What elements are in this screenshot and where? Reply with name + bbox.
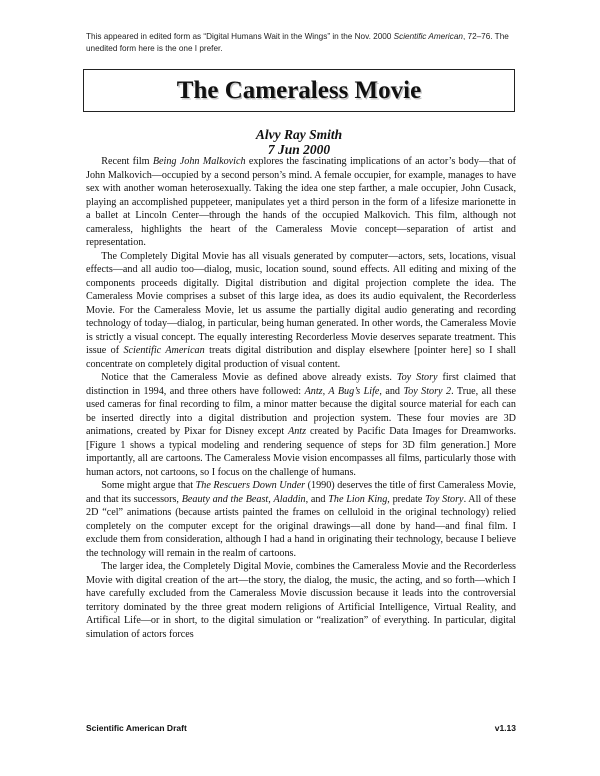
page-footer — [86, 723, 516, 733]
article-body — [86, 155, 516, 641]
italic-title: Toy Story — [396, 372, 438, 383]
footer-version: v1.13 — [494, 723, 516, 733]
paragraph: Notice that the Cameraless Movie as defined above already exists. Toy Story first claimed that distinction in 1994, and three others have followed: Antz, A Bug’s Life, and Toy Story 2. True, all these used cameras for final recording to film, a minor matter because the digital source material for each can be inserted directly into a digital distribution and projection system. These four movies are 3D animations, created by Pixar for Disney except Antz created by Pacific Data Images for Dreamworks. [Figure 1 shows a typical modeling and rendering sequence of steps for 3D film generation.] More importantly, all are cartoons. The Cameraless Movie vision encompasses all films, particularly those with human actors, not cartoons, so I focus on the challenge of humans. — [86, 372, 517, 478]
author-name: Alvy Ray Smith — [255, 127, 343, 142]
paragraph: The larger idea, the Completely Digital Movie, combines the Cameraless Movie and the Recorderless Movie with digital creation of the art—the story, the dialog, the music, the acting, and so forth—which I have carefully excluded from the Cameraless Movie discussion because it leads into the controversial territory dominated by the three great modern religions of Artificial Intelligence, Virtual Reality, and Artifical Life—or in short, to the digital simulation or “realization” of everything. In particular, digital simulation of actors forces — [86, 561, 516, 640]
italic-title: Toy Story — [425, 493, 464, 505]
italic-title: Antz — [288, 426, 307, 437]
title-box — [83, 69, 515, 112]
note-suffix: , 72–76. The unedited form here is the one I prefer. — [86, 32, 509, 53]
byline — [83, 127, 515, 157]
article-date: 7 Jun 2000 — [267, 142, 331, 157]
note-magazine: Scientific American — [393, 32, 463, 41]
footer-left: Scientific American Draft — [86, 723, 187, 733]
article-title: The Cameraless Movie — [176, 76, 422, 104]
note-prefix: This appeared in edited form as “Digital Humans Wait in the Wings” in the Nov. 2000 — [86, 32, 394, 41]
italic-title: Scientific American — [123, 345, 205, 356]
italic-title: Aladdin — [273, 493, 306, 505]
paragraph: The Completely Digital Movie has all visuals generated by computer—actors, sets, locations, visual effects—and all audio too—dialog, music, location sound, sound effects. All editing and mixing of the components proceeds digitally. Digital distribution and digital projection complete the idea. The Cameraless Movie comprises a subset of this large idea, as does its audio equivalent, the Recorderless Movie. For the Cameraless Movie, let us assume the partially digital audio generating and recording technology of today—dialog, in particular, being human generated. In other words, the Cameraless Movie is strictly a visual concept. The equally interesting Recorderless Movie deserves separate treatment. This issue of Scientific American treats digital distribution and display elsewhere [pointer here] so I shall concentrate on completely digital production of visual content. — [86, 250, 517, 370]
italic-title: Antz, A Bug’s Life — [304, 385, 380, 397]
italic-title: The Lion King — [328, 493, 388, 505]
italic-title: The Rescuers Down Under — [195, 480, 306, 491]
italic-title: Toy Story 2 — [403, 385, 452, 397]
paragraph: Some might argue that The Rescuers Down Under (1990) deserves the title of first Cameraless Movie, and that its successors, Beauty and the Beast, Aladdin, and The Lion King, predate Toy Story. All of these 2D “cel” animations (because artists painted the frames on celluloid in the original technology) relied completely on the computer except for the original drawings—all done by hand—and final film. I exclude them from consideration, although I had a hand in originating their technology, because I believe the technology will remain in the realm of cartoons. — [86, 480, 517, 559]
publication-note — [86, 31, 526, 55]
italic-title: Beauty and the Beast — [181, 493, 269, 505]
italic-title: Being John Malkovich — [152, 156, 246, 167]
paragraph: Recent film Being John Malkovich explores the fascinating implications of an actor’s body—that of John Malkovich—occupied by a second person’s mind. A female occupier, for example, manages to have sex with another woman heterosexually. Taking the idea one step farther, a male occupier, John Cusack, playing an accomplished puppeteer, manipulates yet a third person in the form of a lifesize marionette in a ballet at Lincoln Center—through the hands of the occupied Malkovich. This film, although not cameraless, highlights the heart of the Cameraless Movie concept—separation of artist and representation. — [86, 156, 516, 248]
